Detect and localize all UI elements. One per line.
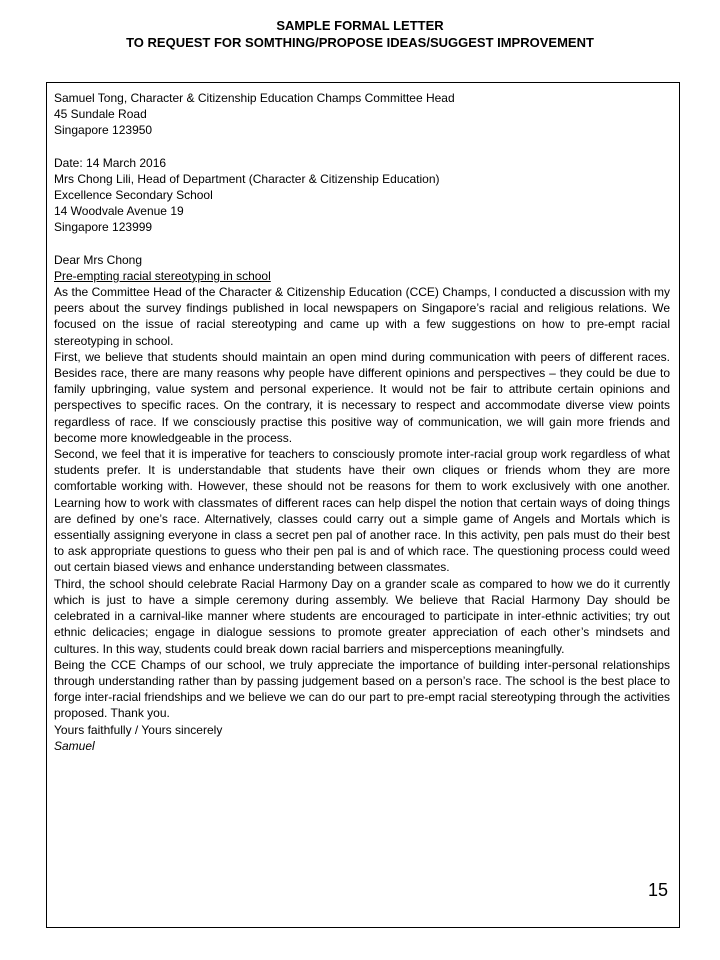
recipient-school: Excellence Secondary School bbox=[54, 188, 213, 203]
paragraph-intro: As the Committee Head of the Character & Citizenship Education (CCE) Champs, I conducted a discussion with my peers about the survey findings published in local newspapers on Singapore’s racial and religious relations. We focused on the issue of racial stereotyping and came up with a few suggestions on how to pre-empt racial stereotyping in school. bbox=[54, 285, 670, 348]
recipient-name: Mrs Chong Lili, Head of Department (Character & Citizenship Education) bbox=[54, 171, 440, 186]
sender-address bbox=[54, 90, 670, 139]
letter-body bbox=[54, 90, 670, 754]
letter-subject: Pre-empting racial stereotyping in school bbox=[54, 268, 271, 283]
paragraph-first-point: First, we believe that students should maintain an open mind during communication with peers of different races. Besides race, there are many reasons why people have different opinions and perspectives – they could be due to family upbringing, value system and personal experience. It would not be fair to attribute certain opinions and perspectives to specific races. On the contrary, it is necessary to respect and accommodate diverse view points regardless of race. If we consciously practise this positive way of communication, we will gain more friends and become more knowledgeable in the process. bbox=[54, 349, 670, 445]
recipient-street: 14 Woodvale Avenue 19 bbox=[54, 204, 184, 219]
signature: Samuel bbox=[54, 738, 95, 753]
salutation: Dear Mrs Chong bbox=[54, 252, 143, 267]
recipient-city: Singapore 123999 bbox=[54, 220, 153, 235]
page-number: 15 bbox=[648, 880, 669, 900]
paragraph-third-point: Third, the school should celebrate Racial Harmony Day on a grander scale as compared to how we do it currently which is just to have a simple ceremony during assembly. We believe that Racial Harmony Day should be celebrated in a carnival-like manner where students are encouraged to participate in inter-ethnic activities; try out ethnic delicacies; engage in dialogue sessions to promote greater appreciation of each other’s mindsets and cultures. In this way, students could break down racial barriers and misperceptions meaningfully. bbox=[54, 576, 670, 656]
closing: Yours faithfully / Yours sincerely bbox=[54, 722, 223, 737]
document-subtitle: TO REQUEST FOR SOMTHING/PROPOSE IDEAS/SUGGEST IMPROVEMENT bbox=[126, 35, 594, 50]
paragraph-second-point: Second, we feel that it is imperative for teachers to consciously promote inter-racial group work regardless of what students prefer. It is understandable that students have their own cliques or friends whom they are more comfortable working with. However, these should not be reasons for them to work exclusively with one another. Learning how to work with classmates of different races can help dispel the notion that certain ways of doing things are defined by one’s race. Alternatively, classes could carry out a simple game of Angels and Mortals which is essentially assigning everyone in class a secret pen pal of another race. In this activity, pen pals must do their best to ask appropriate questions to guess who their pen pal is and of which race. The questioning process could weed out certain biased views and enhance understanding between classmates. bbox=[54, 447, 670, 575]
sender-street: 45 Sundale Road bbox=[54, 107, 147, 122]
sender-name: Samuel Tong, Character & Citizenship Education Champs Committee Head bbox=[54, 91, 455, 105]
letter-date: Date: 14 March 2016 bbox=[54, 155, 167, 170]
recipient-address bbox=[54, 171, 670, 236]
document-title: SAMPLE FORMAL LETTER bbox=[276, 18, 444, 33]
paragraph-conclusion: Being the CCE Champs of our school, we truly appreciate the importance of building inter-personal relationships through understanding rather than by passing judgement based on a person’s race. The school is the best place to forge inter-racial friendships and we believe we can do our part to pre-empt racial stereotyping through the activities proposed. Thank you. bbox=[54, 657, 670, 721]
sender-city: Singapore 123950 bbox=[54, 123, 153, 138]
